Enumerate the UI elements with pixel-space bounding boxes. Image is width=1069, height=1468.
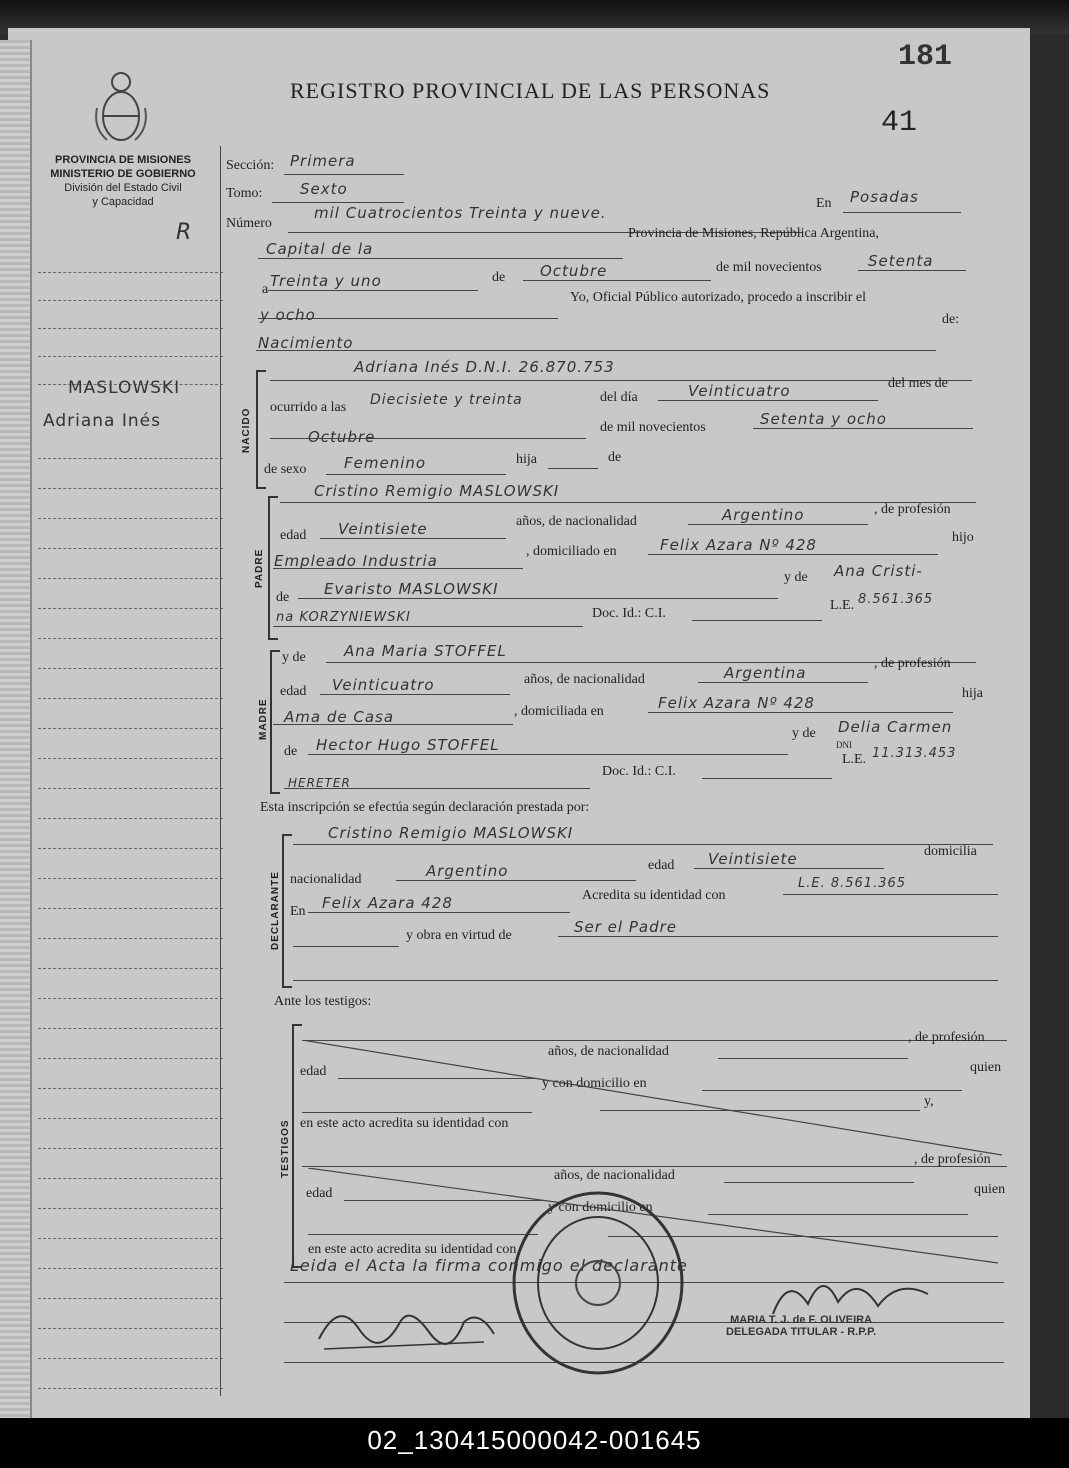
registry-mark: R — [176, 220, 193, 245]
margin-given-name: Adriana Inés — [43, 411, 161, 431]
numero-value: mil Cuatrocientos Treinta y nueve. — [314, 204, 607, 222]
madre-padre-value: Hector Hugo STOFFEL — [316, 736, 500, 754]
madre-yde-label2: y de — [792, 726, 816, 741]
margin-surname: MASLOWSKI — [68, 378, 181, 398]
page-number-stamp: 181 — [898, 40, 953, 74]
coat-of-arms-icon — [93, 68, 149, 153]
padre-nac-value: Argentino — [722, 506, 805, 524]
testigo2-anos-label: años, de nacionalidad — [554, 1168, 675, 1183]
sexo-value: Femenino — [344, 454, 427, 472]
book-spine — [0, 40, 32, 1420]
de-colon-label: de: — [942, 312, 960, 327]
header-left: PROVINCIA DE MISIONES MINISTERIO DE GOBIERNO División del Estado Civil y Capacidad — [50, 154, 196, 208]
testigo1-quien-label: quien — [970, 1060, 1002, 1075]
anio-nac-value: Setenta y ocho — [760, 410, 887, 428]
a-label: a — [262, 282, 269, 297]
decl-acredita-label: Acredita su identidad con — [582, 888, 726, 903]
madre-profesion-label: , de profesión — [874, 656, 951, 671]
padre-prof-value: Empleado Industria — [274, 552, 438, 570]
padre-nombre-value: Cristino Remigio MASLOWSKI — [314, 482, 560, 500]
seccion-value: Primera — [290, 152, 356, 170]
del-mes-label: del mes de — [888, 376, 948, 391]
padre-de-label: de — [276, 590, 290, 605]
madre-hija-label: hija — [962, 686, 983, 701]
de-mil-label: de mil novecientos — [716, 260, 822, 275]
yo-label: Yo, Oficial Público autorizado, procedo a inscribir el — [570, 290, 867, 305]
padre-docid-label: Doc. Id.: C.I. — [592, 606, 666, 621]
madre-dni-label: DNI — [836, 740, 852, 750]
padre-section-label: PADRE — [254, 548, 265, 588]
madre-de-label: de — [284, 744, 298, 759]
testigo2-en-este-label: en este acto acredita su identidad con — [308, 1242, 517, 1257]
dia-nac-value: Veinticuatro — [688, 382, 791, 400]
decl-virtud-value: Ser el Padre — [574, 918, 678, 936]
de-label-1: de — [492, 270, 506, 285]
testigo1-edad-label: edad — [300, 1064, 327, 1079]
madre-brace — [270, 650, 280, 794]
padre-le-label: L.E. — [830, 598, 855, 613]
ante-testigos-label: Ante los testigos: — [274, 994, 372, 1009]
signature-block — [726, 1314, 876, 1338]
madre-nombre-value: Ana Maria STOFFEL — [344, 642, 507, 660]
hora-value: Diecisiete y treinta — [370, 392, 523, 408]
padre-anos-label: años, de nacionalidad — [516, 514, 637, 529]
de-sexo-label: de sexo — [264, 462, 307, 477]
padre-edad-label: edad — [280, 528, 307, 543]
document-title: REGISTRO PROVINCIAL DE LAS PERSONAS — [290, 78, 771, 103]
signature-role: DELEGADA TITULAR - R.P.P. — [726, 1326, 877, 1338]
madre-edad-label: edad — [280, 684, 307, 699]
decl-id-value: L.E. 8.561.365 — [798, 876, 907, 891]
nacido-nombre-value: Adriana Inés D.N.I. 26.870.753 — [354, 358, 615, 376]
testigo1-y-label: y, — [924, 1094, 934, 1109]
esta-inscripcion-label: Esta inscripción se efectúa según declaración prestada por: — [260, 800, 590, 815]
padre-yde-label: y de — [784, 570, 808, 585]
madre-edad-value: Veinticuatro — [332, 676, 435, 694]
declarante-section-label: DECLARANTE — [270, 871, 281, 950]
decl-edad-label: edad — [648, 858, 675, 873]
madre-anos-label: años, de nacionalidad — [524, 672, 645, 687]
column-divider — [220, 146, 221, 1396]
folio-number: 41 — [881, 106, 918, 140]
testigo2-profesion-label: , de profesión — [914, 1152, 991, 1167]
official-seal — [508, 1188, 688, 1383]
testigo1-en-este-label: en este acto acredita su identidad con — [300, 1116, 509, 1131]
decl-nombre-value: Cristino Remigio MASLOWSKI — [328, 824, 574, 842]
madre-dom-value: Felix Azara Nº 428 — [658, 694, 815, 712]
testigo1-anos-label: años, de nacionalidad — [548, 1044, 669, 1059]
ocurrido-label: ocurrido a las — [270, 400, 347, 415]
document-page — [8, 28, 1030, 1418]
provincia-label: Provincia de Misiones, República Argentina, — [628, 226, 879, 241]
del-dia-label: del día — [600, 390, 638, 405]
anio-acta-value: Setenta — [868, 252, 934, 270]
padre-madre2-value: na KORZYNIEWSKI — [276, 610, 411, 625]
madre-le-label: L.E. — [842, 752, 867, 767]
testigo1-domicilio-label: y con domicilio en — [542, 1076, 647, 1091]
decl-y-obra-label: y obra en virtud de — [406, 928, 512, 943]
madre-prof-value: Ama de Casa — [284, 708, 395, 726]
left-signature — [314, 1294, 504, 1359]
decl-domicilia-label: domicilia — [924, 844, 977, 859]
testigo2-edad-label: edad — [306, 1186, 333, 1201]
testigo2-quien-label: quien — [974, 1182, 1006, 1197]
testigo1-profesion-label: , de profesión — [908, 1030, 985, 1045]
mes-nac-value: Octubre — [308, 428, 376, 446]
madre-le-value: 11.313.453 — [872, 746, 957, 761]
decl-edad-value: Veintisiete — [708, 850, 798, 868]
madre-madre2-value: HERETER — [288, 776, 351, 790]
decl-nac-value: Argentino — [426, 862, 509, 880]
seccion-label: Sección: — [226, 158, 275, 173]
testigos-brace — [292, 1024, 302, 1268]
anio-acta2-value: y ocho — [260, 306, 316, 324]
testigos-section-label: TESTIGOS — [280, 1119, 291, 1178]
madre-section-label: MADRE — [258, 698, 269, 740]
madre-madre-value: Delia Carmen — [838, 718, 953, 736]
decl-dom-value: Felix Azara 428 — [322, 894, 453, 912]
tomo-label: Tomo: — [226, 186, 263, 201]
decl-nacionalidad-label: nacionalidad — [290, 872, 362, 887]
footer-id: 02_130415000042-001645 — [0, 1418, 1069, 1468]
madre-nac-value: Argentina — [724, 664, 807, 682]
acto-value: Nacimiento — [258, 334, 354, 352]
padre-edad-value: Veintisiete — [338, 520, 428, 538]
padre-madre-value: Ana Cristi- — [834, 562, 923, 580]
padre-padre-value: Evaristo MASLOWSKI — [324, 580, 499, 598]
signature-name: MARIA T. J. de F. OLIVEIRA — [730, 1314, 873, 1326]
tomo-value: Sexto — [300, 180, 348, 198]
mes-acta-value: Octubre — [540, 262, 608, 280]
testigo2-domicilio-label: y con domicilio en — [548, 1200, 653, 1215]
leida-text: Leida el Acta la firma conmigo el declarante — [290, 1256, 688, 1275]
madre-domiciliada-label: , domiciliada en — [514, 704, 604, 719]
nacido-section-label: NACIDO — [241, 407, 252, 453]
decl-en-label: En — [290, 904, 306, 919]
de-mil2-label: de mil novecientos — [600, 420, 706, 435]
de-label-2: de — [608, 450, 622, 465]
padre-hijo-label: hijo — [952, 530, 974, 545]
en-label: En — [816, 196, 832, 211]
madre-docid-label: Doc. Id.: C.I. — [602, 764, 676, 779]
padre-dom-value: Felix Azara Nº 428 — [660, 536, 817, 554]
capital-value: Capital de la — [266, 240, 374, 258]
padre-profesion-label: , de profesión — [874, 502, 951, 517]
hija-label: hija — [516, 452, 537, 467]
madre-yde-label: y de — [282, 650, 306, 665]
padre-domiciliado-label: , domiciliado en — [526, 544, 617, 559]
numero-label: Número — [226, 216, 272, 231]
padre-le-value: 8.561.365 — [858, 592, 934, 607]
testigo1-crossout — [302, 1040, 1002, 1165]
dia-acta-value: Treinta y uno — [270, 272, 382, 290]
en-value: Posadas — [850, 188, 919, 206]
